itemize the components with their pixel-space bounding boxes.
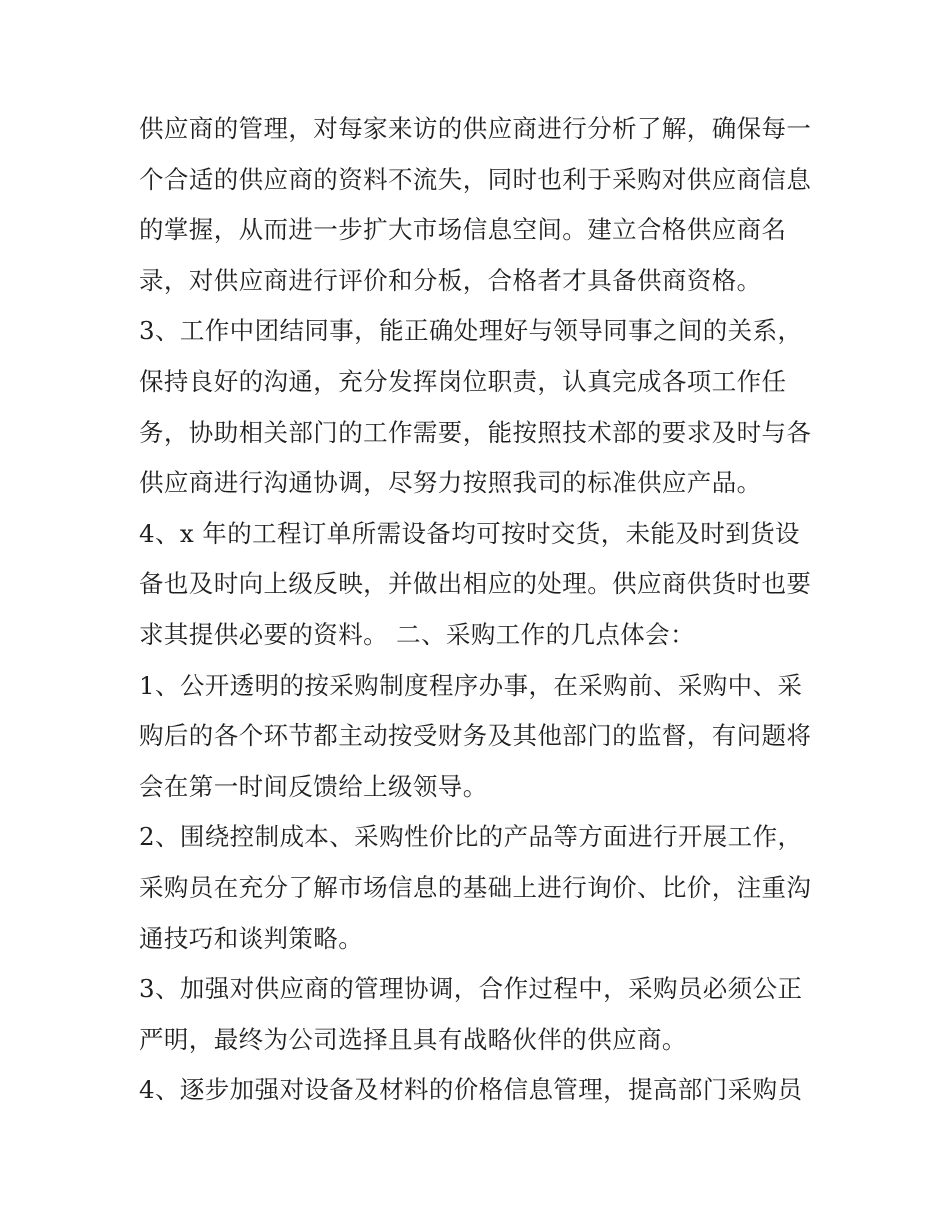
text-line: 供应商的管理，对每家来访的供应商进行分析了解，确保每一 [139, 114, 812, 143]
text-line: 4、逐步加强对设备及材料的价格信息管理，提高部门采购员 [139, 1075, 803, 1105]
text-line: 供应商进行沟通协调，尽努力按照我司的标准供应产品。 [139, 468, 762, 498]
text-line: 录，对供应商进行评价和分板，合格者才具备供商资格。 [139, 265, 762, 295]
text-line: 购后的各个环节都主动按受财务及其他部门的监督，有问题将 [139, 721, 812, 751]
text-line: 2、围绕控制成本、采购性价比的产品等方面进行开展工作， [139, 822, 803, 852]
text-line: 个合适的供应商的资料不流失，同时也利于采购对供应商信息 [139, 164, 812, 194]
text-line: 1、公开透明的按采购制度程序办事，在采购前、采购中、采 [139, 670, 803, 700]
document-body-text [139, 104, 819, 1116]
text-line: 备也及时向上级反映，并做出相应的处理。供应商供货时也要 [139, 569, 812, 599]
text-line: 的掌握，从而进一步扩大市场信息空间。建立合格供应商名 [139, 215, 787, 245]
text-line: 3、工作中团结同事，能正确处理好与领导同事之间的关系， [139, 316, 803, 346]
text-line: 求其提供必要的资料。 二、采购工作的几点体会： [139, 619, 695, 649]
text-line: 务，协助相关部门的工作需要，能按照技术部的要求及时与各 [139, 417, 812, 447]
text-line: 采购员在充分了解市场信息的基础上进行询价、比价，注重沟 [139, 872, 812, 902]
text-line: 通技巧和谈判策略。 [139, 923, 364, 953]
text-line: 严明，最终为公司选择且具有战略伙伴的供应商。 [139, 1024, 687, 1054]
text-line: 会在第一时间反馈给上级领导。 [139, 771, 488, 801]
text-line: 4、x 年的工程订单所需设备均可按时交货，未能及时到货设 [139, 518, 800, 548]
text-line: 3、加强对供应商的管理协调，合作过程中，采购员必须公正 [139, 974, 803, 1004]
text-line: 保持良好的沟通，充分发挥岗位职责，认真完成各项工作任 [139, 366, 787, 396]
